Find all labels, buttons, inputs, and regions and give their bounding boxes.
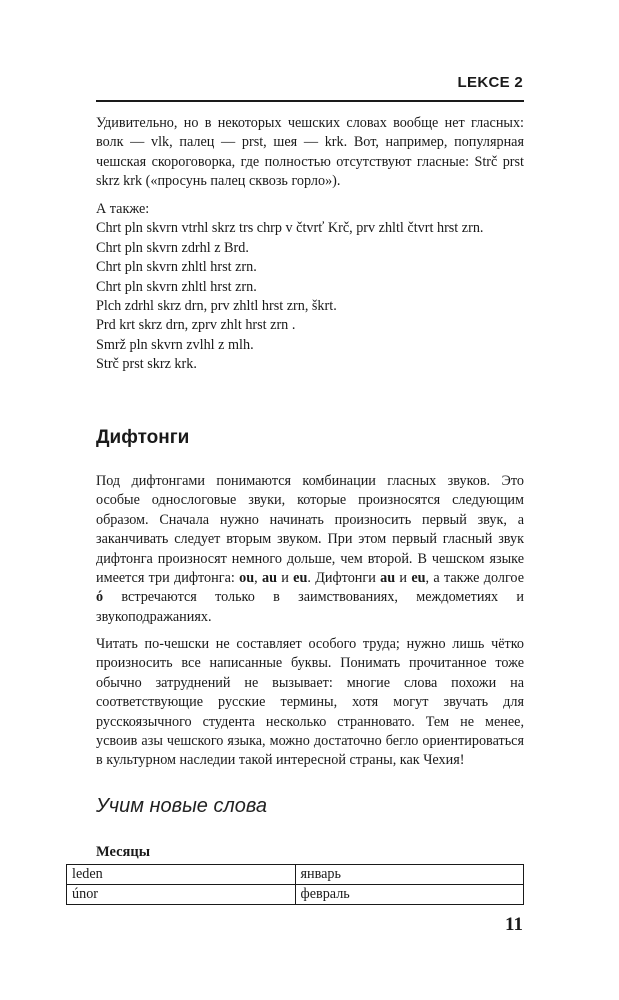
page-number: 11 bbox=[505, 914, 523, 935]
table-row bbox=[67, 885, 524, 905]
example-line: Smrž pln skvrn zvlhl z mlh. bbox=[96, 336, 254, 353]
diphthong-term: au bbox=[261, 570, 277, 587]
diphthongs-paragraph-block bbox=[96, 472, 524, 627]
intro-paragraph: Удивительно, но в некоторых чешских словах вообще нет гласных: волк — vlk, палец — prst, шея — krk. Вот, например, популярная чешская скороговорка, где полностью отсутствуют гласные: Strč prst skrz krk («просунь палец сквозь горло»). bbox=[96, 115, 524, 190]
text-run: и bbox=[395, 570, 412, 587]
months-table bbox=[66, 864, 524, 905]
months-table-title: Месяцы bbox=[96, 844, 151, 860]
czech-word-cell: únor bbox=[67, 885, 296, 905]
text-run: Под дифтонгами понимаются комбинации гласных звуков. Это особые однослоговые звуки, которые произносятся следующим образом. Сначала нужно начинать произносить первый звук, а заканчивать следует вторым звуком. При этом первый гласный звук дифтонга произносят немного дольше, чем второй. В чешском языке имеется три дифтонга: bbox=[96, 473, 524, 587]
reading-paragraph-block bbox=[96, 635, 524, 771]
example-line: Chrt pln skvrn zdrhl z Brd. bbox=[96, 239, 249, 256]
diphthong-term: eu bbox=[293, 570, 308, 587]
text-run: . Дифтонги bbox=[307, 570, 381, 587]
russian-translation-cell: январь bbox=[295, 865, 524, 885]
example-line: Prd krt skrz drn, zprv zhlt hrst zrn . bbox=[96, 317, 296, 334]
diphthongs-paragraph bbox=[96, 472, 524, 627]
example-line: Chrt pln skvrn vtrhl skrz trs chrp v čtvrť Krč, prv zhltl čtvrt hrst zrn. bbox=[96, 220, 484, 237]
tongue-twister-examples bbox=[96, 200, 524, 375]
example-line: Strč prst skrz krk. bbox=[96, 356, 197, 373]
text-run: встречаются только в заимствованиях, междометиях и звукоподражаниях. bbox=[96, 589, 524, 625]
text-run: и bbox=[276, 570, 294, 587]
text-run: , а также долгое bbox=[425, 570, 524, 587]
intro-paragraph-block bbox=[96, 114, 524, 192]
chapter-label: LEKCE 2 bbox=[457, 74, 523, 91]
header-divider bbox=[96, 100, 524, 102]
section-heading-diphthongs: Дифтонги bbox=[96, 427, 190, 448]
reading-paragraph: Читать по-чешски не составляет особого труда; нужно лишь чётко произносить все написанные буквы. Понимать прочитанное тоже обычно затруднений не вызывает: многие слова похожи на соответствующие русские термины, хотя могут звучать для русскоязычного студента несколько странновато. Тем не менее, усвоив азы чешского языка, можно достаточно бегло ориентироваться в культурном наследии такой интересной страны, как Чехия! bbox=[96, 636, 524, 769]
czech-word-cell: leden bbox=[67, 865, 296, 885]
text-run: , bbox=[254, 570, 262, 587]
russian-translation-cell: февраль bbox=[295, 885, 524, 905]
diphthong-term: eu bbox=[411, 570, 426, 587]
diphthong-term: ou bbox=[239, 570, 255, 587]
table-row bbox=[67, 865, 524, 885]
example-line: Chrt pln skvrn zhltl hrst zrn. bbox=[96, 278, 257, 295]
example-line: Chrt pln skvrn zhltl hrst zrn. bbox=[96, 259, 257, 276]
example-line: Plch zdrhl skrz drn, prv zhltl hrst zrn, škrt. bbox=[96, 298, 337, 315]
section-heading-new-words: Учим новые слова bbox=[96, 795, 268, 817]
examples-lead: А также: bbox=[96, 201, 150, 217]
diphthong-term: au bbox=[380, 570, 396, 587]
long-vowel-term: ó bbox=[96, 589, 104, 606]
